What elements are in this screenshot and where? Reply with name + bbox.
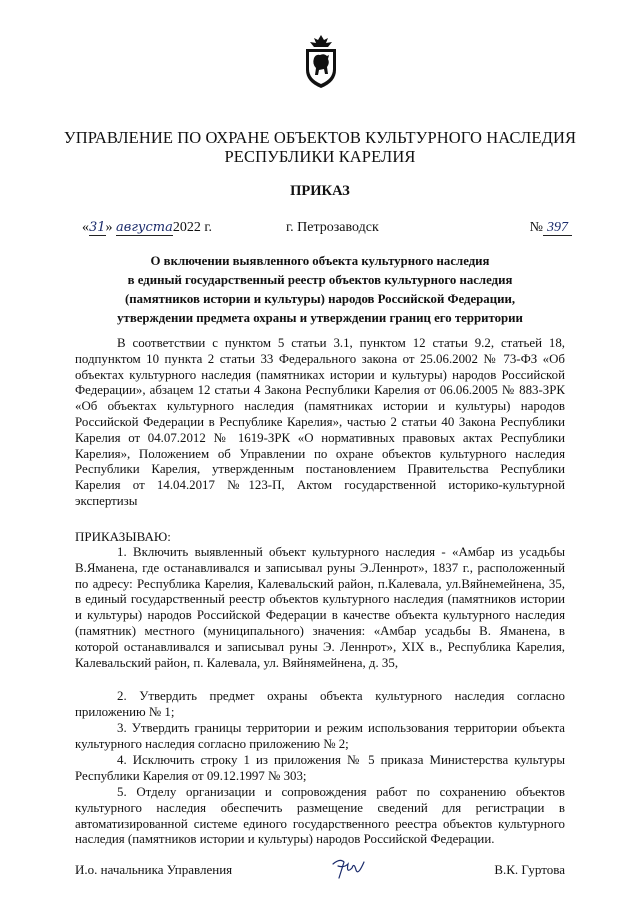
order-item: 3. Утвердить границы территории и режим использования территории объекта культурного наследия согласно приложению № 2; (75, 721, 565, 751)
date-month: августа (116, 220, 173, 235)
document-subject: О включении выявленного объекта культурного наследия в единый государственный реестр объектов культурного наследия (памятников истории и культуры) народов Российской Федерации, утверждении предмета охраны и утверждении границ его территории (117, 254, 523, 325)
legal-basis-paragraph: В соответствии с пунктом 5 статьи 3.1, пунктом 12 статьи 9.2, статьей 18, подпунктом 10 пункта 2 статьи 33 Федерального закона от 25.06.2002 № 73-ФЗ «Об объектах культурного наследия (памятниках истории и культуры) народов Российской Федерации», абзацем 12 статьи 4 Закона Республики Карелия от 06.06.2005 № 883-ЗРК «Об объектах культурного наследия (памятниках истории и культуры) народов Российской Федерации в Республике Карелия», частью 2 статьи 40 Закона Республики Карелия от 04.07.2012 № 1619-ЗРК «О нормативных правовых актах Республики Карелия», Положением об Управлении по охране объектов культурного наследия Республики Карелия, утвержденным постановлением Правительства Республики Карелия от 14.04.2017 №123-П, Актом государственной историко-культурной экспертизы (75, 336, 565, 508)
document-city: г. Петрозаводск (286, 220, 379, 235)
document-number-value: 397 (543, 220, 572, 236)
document-number: № 397 (530, 220, 572, 236)
karelia-coat-of-arms-icon (302, 34, 340, 90)
signature-block (75, 862, 565, 886)
handwritten-signature (330, 856, 368, 882)
date-year: 2022 г. (172, 220, 213, 235)
signatory-name: В.К. Гуртова (494, 862, 565, 877)
org-name-line2: РЕСПУБЛИКИ КАРЕЛИЯ (224, 147, 416, 166)
document-date: «31» августа2022 г. (82, 220, 213, 235)
date-day: 31 (89, 220, 106, 235)
signatory-position: И.о. начальника Управления (75, 862, 233, 877)
document-title: ПРИКАЗ (290, 183, 350, 199)
order-item: 1. Включить выявленный объект культурного наследия - «Амбар из усадьбы В.Яманена, где останавливался и записывал руны Э.Леннрот», 1837 г., расположенный по адресу: Республика Карелия, Калевальский район, п.Калевала, ул.Вяйнемейнена, 35, в единый государственный реестр объектов культурного наследия (памятников истории и культуры) народов Российской Федерации в качестве объекта культурного наследия (памятник) местного (муниципального) значения: «Амбар усадьбы В. Яманена, в которой останавливался и записывал руны Э. Леннрот», XIX в., Республика Карелия, Калевальский район, п. Калевала, ул. Вяйнямейнена, д. 35, (75, 545, 565, 670)
order-item: 2. Утвердить предмет охраны объекта культурного наследия согласно приложению № 1; (75, 689, 565, 719)
order-heading: ПРИКАЗЫВАЮ: (75, 529, 171, 544)
order-item: 5. Отделу организации и сопровождения работ по сохранению объектов культурного наследия обеспечить размещение сведений для регистрации в автоматизированной системе единого государственного реестра объектов культурного наследия (памятников истории и культуры) народов Российской Федерации. (75, 785, 565, 847)
org-name-line1: УПРАВЛЕНИЕ ПО ОХРАНЕ ОБЪЕКТОВ КУЛЬТУРНОГО НАСЛЕДИЯ (63, 128, 577, 147)
order-item: 4. Исключить строку 1 из приложения № 5 приказа Министерства культуры Республики Карелия от 09.12.1997 № 303; (75, 753, 565, 783)
dateline (82, 220, 572, 242)
